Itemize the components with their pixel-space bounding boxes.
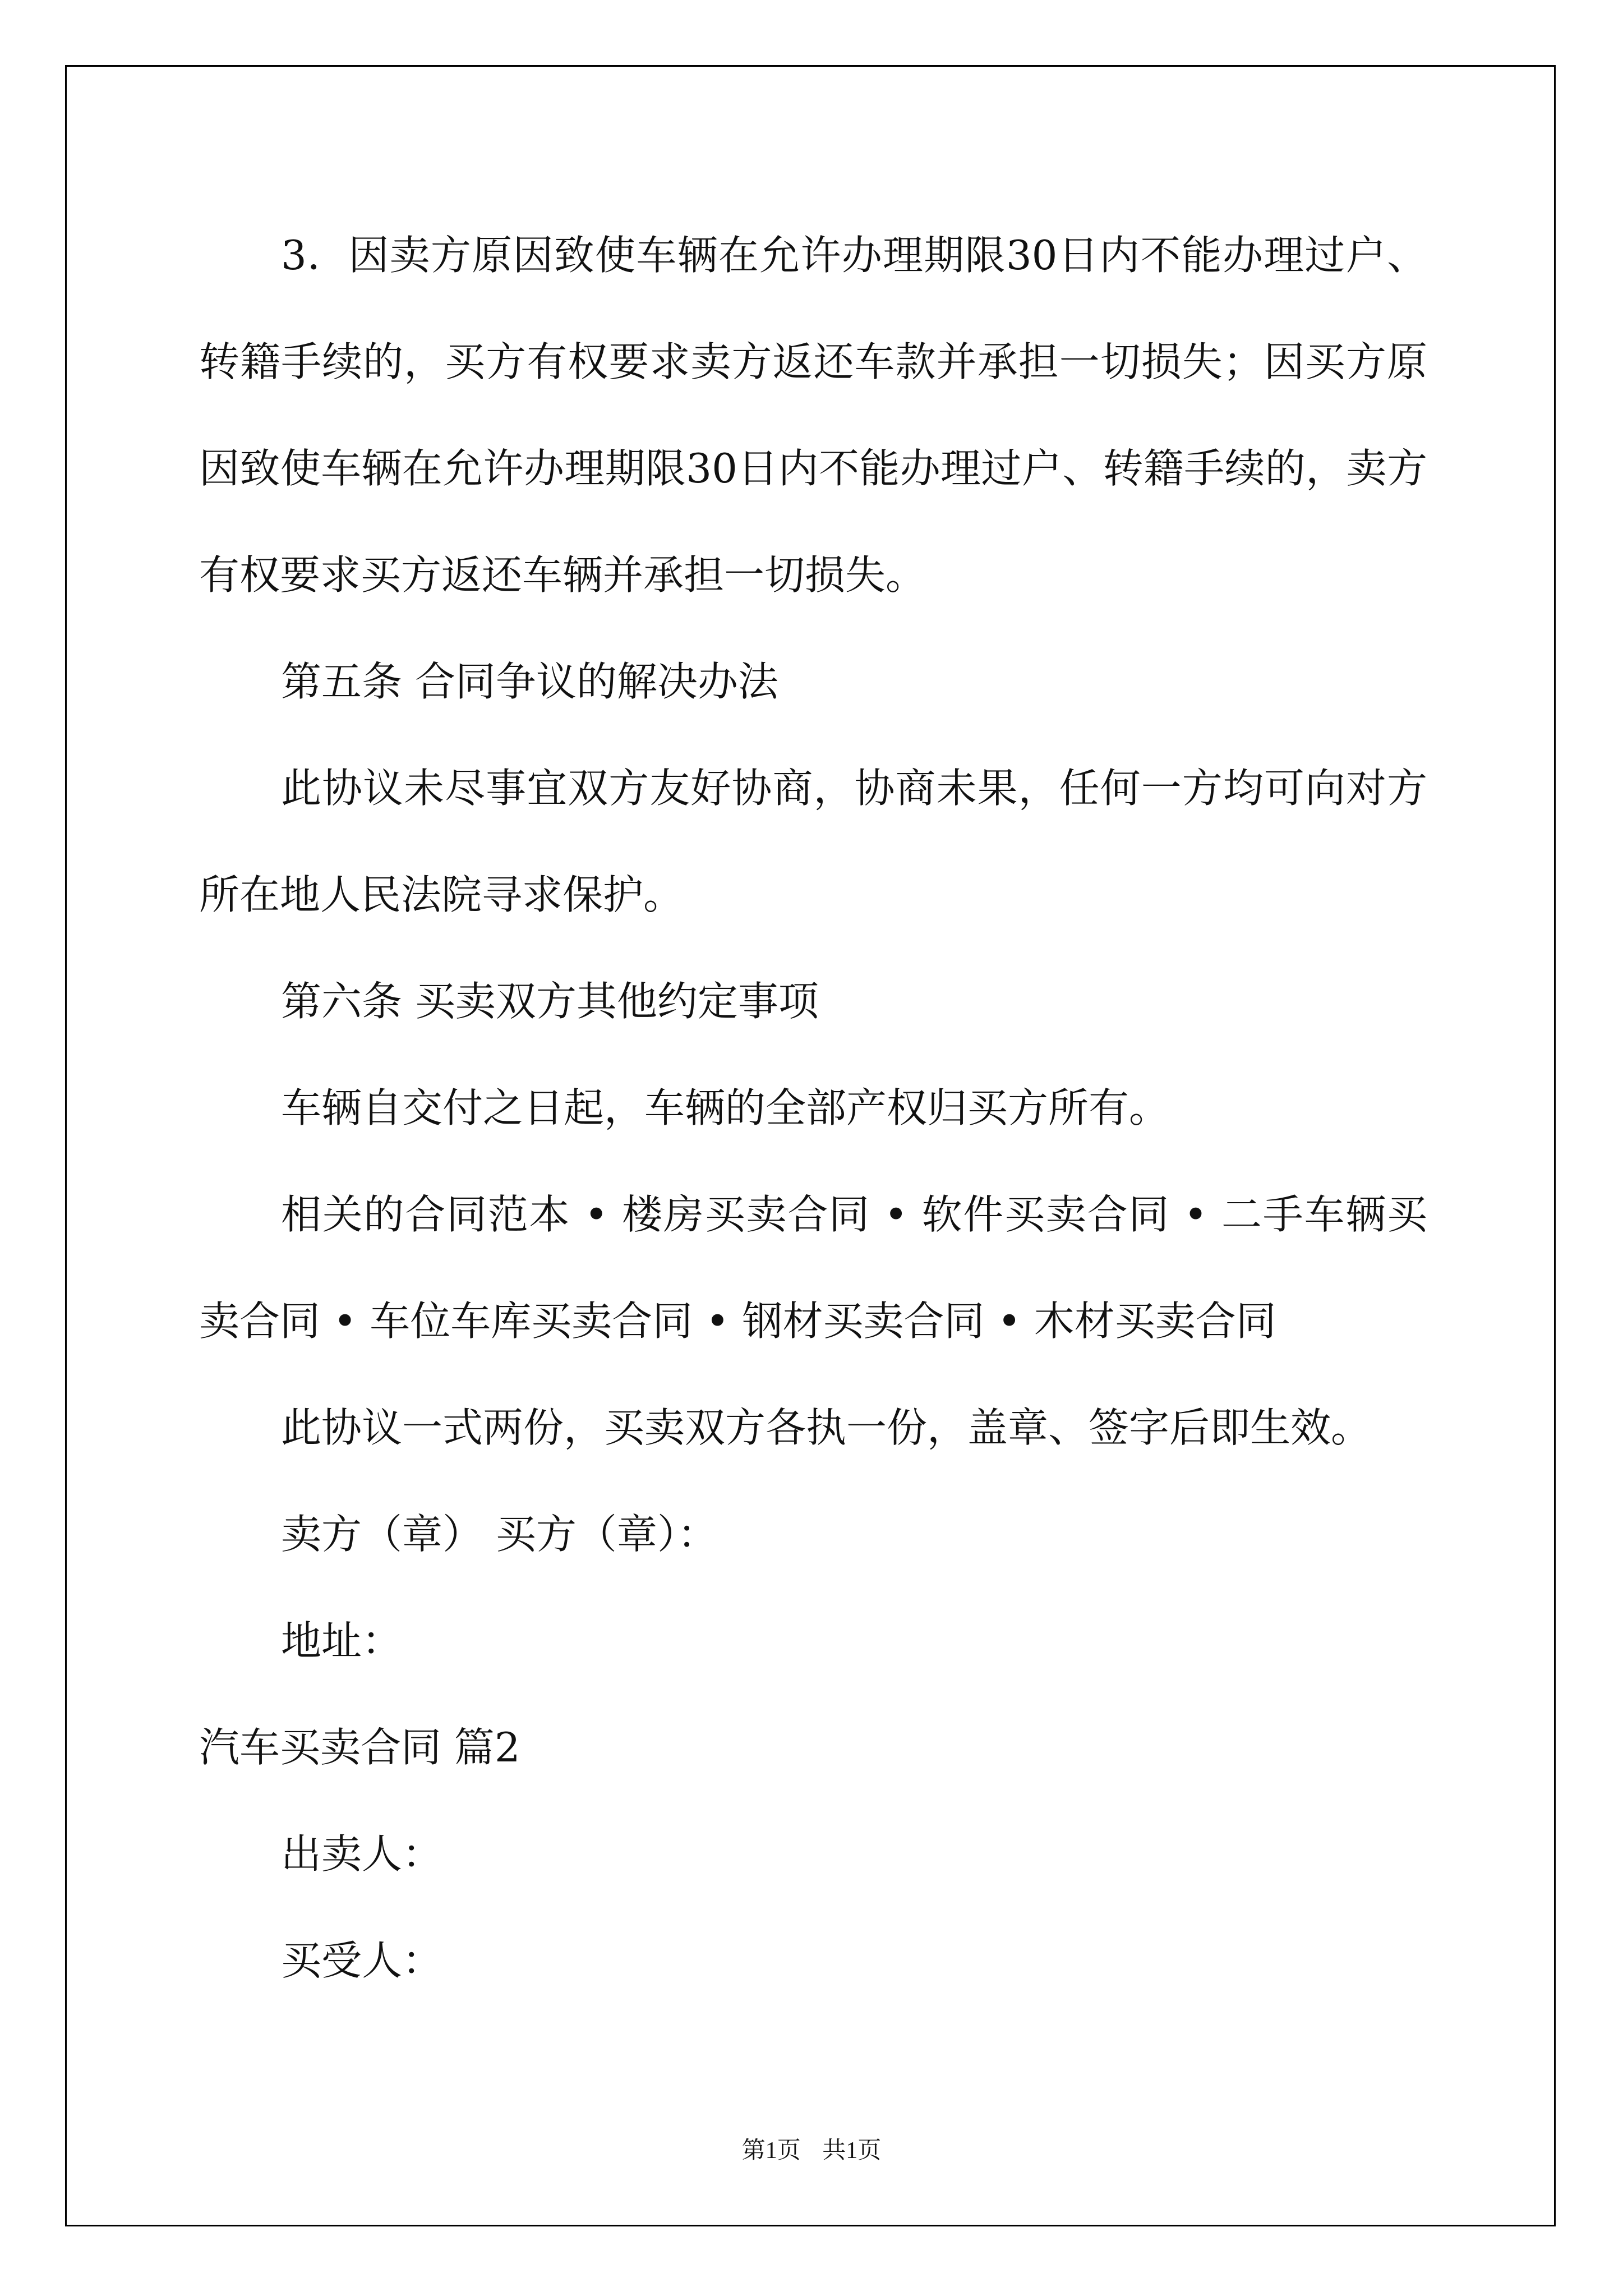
- paragraph-address: 地址：: [281, 1617, 403, 1664]
- paragraph-seller: 出卖人：: [281, 1830, 443, 1878]
- page-number: 第1页: [741, 2138, 801, 2164]
- paragraph-signatures: 卖方（章） 买方（章）：: [281, 1511, 718, 1558]
- paragraph-clause-3: 3．因卖方原因致使车辆在允许办理期限30日内不能办理过户、转籍手续的，买方有权要求卖方返还车款并承担一切损失；因买方原因致使车辆在允许办理期限30日内不能办理过户、转籍手续的，卖方有权要求买方返还车辆并承担一切损失。: [199, 232, 1427, 599]
- document-body: [199, 202, 1427, 2014]
- page-footer: [0, 2132, 1623, 2165]
- heading-article-6: 第六条 买卖双方其他约定事项: [281, 978, 819, 1025]
- paragraph-buyer: 买受人：: [281, 1937, 443, 1984]
- paragraph-related-templates: 相关的合同范本 • 楼房买卖合同 • 软件买卖合同 • 二手车辆买卖合同 • 车位车库买卖合同 • 钢材买卖合同 • 木材买卖合同: [199, 1191, 1427, 1345]
- heading-article-5: 第五条 合同争议的解决办法: [281, 658, 778, 705]
- paragraph-copies-effect: 此协议一式两份，买卖双方各执一份，盖章、签字后即生效。: [281, 1404, 1372, 1451]
- paragraph-dispute-resolution: 此协议未尽事宜双方友好协商，协商未果，任何一方均可向对方所在地人民法院寻求保护。: [199, 765, 1427, 918]
- paragraph-ownership-transfer: 车辆自交付之日起，车辆的全部产权归买方所有。: [281, 1084, 1170, 1131]
- page-total: 共1页: [822, 2138, 882, 2164]
- section-title-part-2: 汽车买卖合同 篇2: [199, 1724, 520, 1771]
